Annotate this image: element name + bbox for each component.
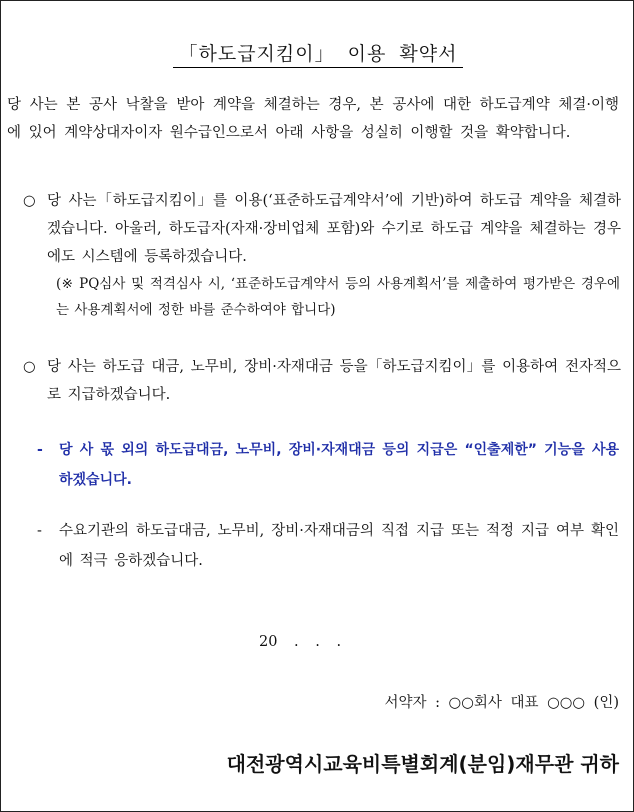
signer-line: 서약자 : ○○회사 대표 ○○○ (인) [384, 695, 619, 711]
circle-bullet-icon: ○ [23, 193, 36, 209]
sub-item-withdrawal-limit [37, 435, 619, 495]
sub-item-withdrawal-limit-text: 당 사 몫 외의 하도급대금, 노무비, 장비·자재대금 등의 지급은 “인출제한” 기능을 사용하겠습니다. [59, 442, 619, 488]
pledge-item-1 [23, 187, 621, 271]
pledge-item-2-text: 당 사는 하도급 대금, 노무비, 장비·자재대금 등을「하도급지킴이」를 이용하여 전자적으로 지급하겠습니다. [47, 359, 621, 403]
pq-note: (※ PQ심사 및 적격심사 시, ‘표준하도급계약서 등의 사용계획서’를 제출하여 평가받은 경우에는 사용계획서에 정한 바를 준수하여야 합니다) [56, 276, 620, 318]
document-title [1, 39, 634, 66]
dash-bullet-icon: - [37, 523, 42, 539]
pledge-item-1-text: 당 사는「하도급지킴이」를 이용(‘표준하도급계약서’에 기반)하여 하도급 계약을 체결하겠습니다. 아울러, 하도급자(자재·장비업체 포함)와 수기로 하도급 계약을 체결하는 경우에도 시스템에 등록하겠습니다. [47, 193, 621, 265]
recipient-line: 대전광역시교육비특별회계(분임)재무관 귀하 [226, 752, 619, 776]
dash-bullet-icon: - [37, 442, 43, 458]
circle-bullet-icon: ○ [23, 359, 36, 375]
date-line: 20 . . . [259, 634, 342, 650]
document-title-text: 「하도급지킴이」 이용 확약서 [173, 43, 464, 68]
pledge-item-2 [23, 353, 621, 409]
sub-item-direct-payment [37, 516, 619, 576]
sub-item-direct-payment-text: 수요기관의 하도급대금, 노무비, 장비·자재대금의 직접 지급 또는 적정 지급 여부 확인에 적극 응하겠습니다. [59, 523, 619, 569]
intro-paragraph: 당 사는 본 공사 낙찰을 받아 계약을 체결하는 경우, 본 공사에 대한 하도급계약 체결·이행에 있어 계약상대자이자 원수급인으로서 아래 사항을 성실히 이행할 것을 확약합니다. [7, 97, 619, 141]
